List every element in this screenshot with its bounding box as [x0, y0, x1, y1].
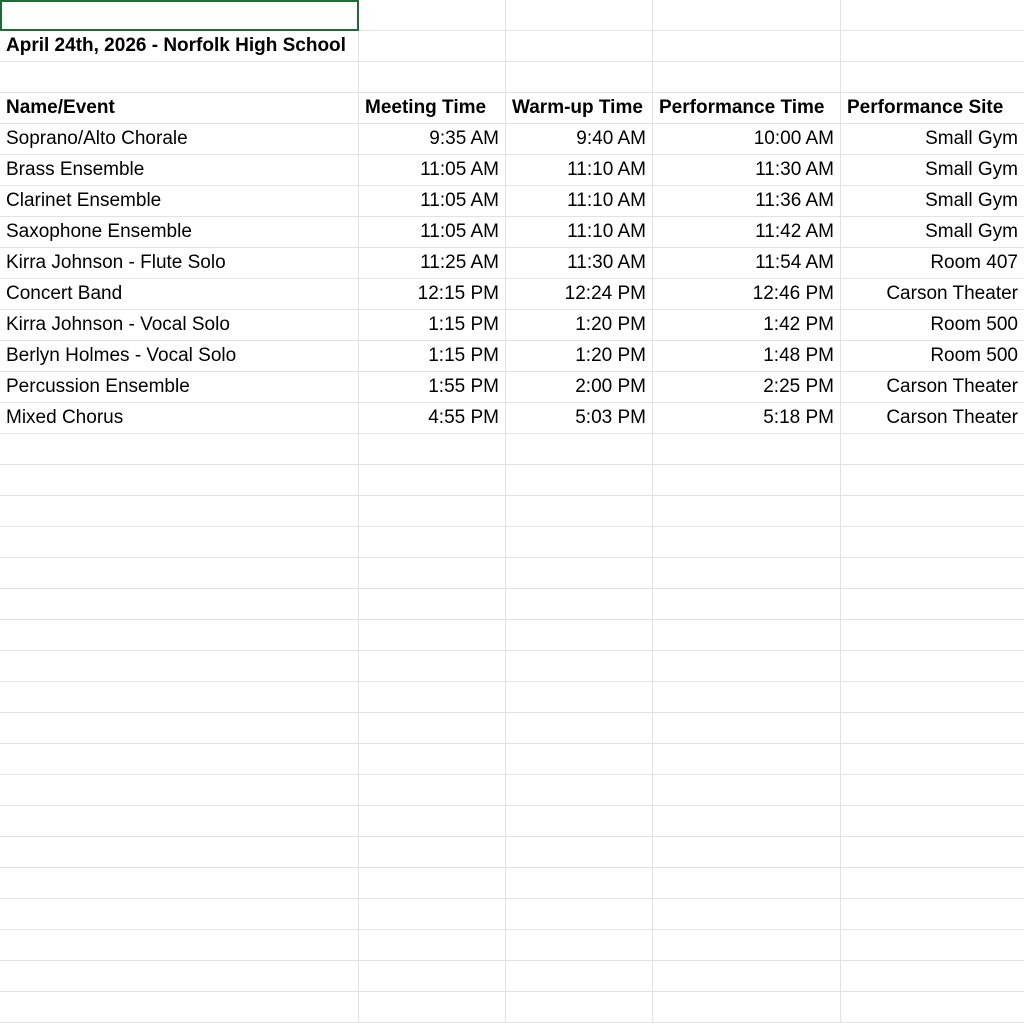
sheet-title-cell[interactable]: April 24th, 2026 - Norfolk High School: [0, 31, 359, 62]
empty-cell[interactable]: [653, 465, 841, 496]
time-cell[interactable]: 11:42 AM: [653, 217, 841, 248]
empty-cell[interactable]: [0, 527, 359, 558]
empty-row: [0, 713, 1024, 744]
empty-row: [0, 0, 1024, 31]
empty-cell[interactable]: [653, 992, 841, 1023]
empty-cell[interactable]: [841, 837, 1024, 868]
empty-row: [0, 837, 1024, 868]
time-cell[interactable]: 1:48 PM: [653, 341, 841, 372]
empty-cell[interactable]: [359, 434, 506, 465]
empty-cell[interactable]: [0, 899, 359, 930]
empty-row: [0, 651, 1024, 682]
empty-cell[interactable]: [506, 837, 653, 868]
event-name-cell[interactable]: Clarinet Ensemble: [0, 186, 359, 217]
empty-cell[interactable]: [506, 465, 653, 496]
empty-row: [0, 899, 1024, 930]
event-name-cell[interactable]: Brass Ensemble: [0, 155, 359, 186]
table-row: [0, 279, 1024, 310]
event-name-cell[interactable]: Concert Band: [0, 279, 359, 310]
empty-cell[interactable]: [0, 589, 359, 620]
empty-cell[interactable]: [506, 775, 653, 806]
event-name-cell[interactable]: Percussion Ensemble: [0, 372, 359, 403]
empty-cell[interactable]: [841, 868, 1024, 899]
empty-cell[interactable]: [841, 558, 1024, 589]
empty-cell[interactable]: [841, 930, 1024, 961]
empty-cell[interactable]: [841, 806, 1024, 837]
empty-cell[interactable]: [506, 899, 653, 930]
empty-cell[interactable]: [359, 868, 506, 899]
empty-cell[interactable]: [506, 589, 653, 620]
time-cell[interactable]: 11:05 AM: [359, 186, 506, 217]
time-cell[interactable]: 12:24 PM: [506, 279, 653, 310]
empty-cell[interactable]: [841, 775, 1024, 806]
empty-cell[interactable]: [0, 651, 359, 682]
empty-cell[interactable]: [653, 434, 841, 465]
table-row: [0, 217, 1024, 248]
column-header-cell[interactable]: Performance Time: [653, 93, 841, 124]
time-cell[interactable]: 1:15 PM: [359, 310, 506, 341]
selected-cell[interactable]: [0, 0, 359, 31]
empty-cell[interactable]: [506, 558, 653, 589]
empty-cell[interactable]: [506, 651, 653, 682]
empty-cell[interactable]: [506, 434, 653, 465]
event-name-cell[interactable]: Kirra Johnson - Flute Solo: [0, 248, 359, 279]
empty-cell[interactable]: [841, 744, 1024, 775]
time-cell[interactable]: 11:05 AM: [359, 217, 506, 248]
table-row: [0, 403, 1024, 434]
empty-cell[interactable]: [653, 961, 841, 992]
event-name-cell[interactable]: Soprano/Alto Chorale: [0, 124, 359, 155]
empty-cell[interactable]: [506, 744, 653, 775]
site-cell[interactable]: Carson Theater: [841, 403, 1024, 434]
time-cell[interactable]: 1:20 PM: [506, 341, 653, 372]
time-cell[interactable]: 4:55 PM: [359, 403, 506, 434]
empty-cell[interactable]: [841, 496, 1024, 527]
time-cell[interactable]: 11:10 AM: [506, 186, 653, 217]
time-cell[interactable]: 12:46 PM: [653, 279, 841, 310]
header-row: [0, 93, 1024, 124]
empty-cell[interactable]: [653, 713, 841, 744]
empty-cell[interactable]: [0, 868, 359, 899]
time-cell[interactable]: 2:00 PM: [506, 372, 653, 403]
empty-cell[interactable]: [506, 620, 653, 651]
empty-cell[interactable]: [0, 961, 359, 992]
empty-cell[interactable]: [359, 558, 506, 589]
site-cell[interactable]: Small Gym: [841, 155, 1024, 186]
empty-cell[interactable]: [653, 744, 841, 775]
time-cell[interactable]: 5:03 PM: [506, 403, 653, 434]
site-cell[interactable]: Room 500: [841, 310, 1024, 341]
empty-cell[interactable]: [653, 558, 841, 589]
time-cell[interactable]: 11:10 AM: [506, 155, 653, 186]
empty-cell[interactable]: [506, 527, 653, 558]
empty-row: [0, 434, 1024, 465]
site-cell[interactable]: Small Gym: [841, 186, 1024, 217]
empty-row: [0, 682, 1024, 713]
empty-cell[interactable]: [841, 62, 1024, 93]
empty-row: [0, 775, 1024, 806]
empty-cell[interactable]: [0, 558, 359, 589]
empty-cell[interactable]: [359, 682, 506, 713]
empty-cell[interactable]: [653, 589, 841, 620]
time-cell[interactable]: 11:54 AM: [653, 248, 841, 279]
empty-cell[interactable]: [653, 527, 841, 558]
empty-row: [0, 992, 1024, 1023]
empty-cell[interactable]: [653, 62, 841, 93]
time-cell[interactable]: 11:30 AM: [653, 155, 841, 186]
empty-cell[interactable]: [506, 868, 653, 899]
column-header-cell[interactable]: Warm-up Time: [506, 93, 653, 124]
empty-cell[interactable]: [653, 775, 841, 806]
event-name-cell[interactable]: Kirra Johnson - Vocal Solo: [0, 310, 359, 341]
time-cell[interactable]: 11:05 AM: [359, 155, 506, 186]
empty-cell[interactable]: [653, 806, 841, 837]
empty-row: [0, 868, 1024, 899]
time-cell[interactable]: 11:25 AM: [359, 248, 506, 279]
table-row: [0, 155, 1024, 186]
time-cell[interactable]: 10:00 AM: [653, 124, 841, 155]
empty-row: [0, 496, 1024, 527]
empty-cell[interactable]: [359, 496, 506, 527]
empty-cell[interactable]: [506, 496, 653, 527]
site-cell[interactable]: Small Gym: [841, 217, 1024, 248]
empty-cell[interactable]: [359, 713, 506, 744]
time-cell[interactable]: 11:10 AM: [506, 217, 653, 248]
empty-cell[interactable]: [359, 0, 506, 31]
empty-cell[interactable]: [653, 868, 841, 899]
column-header-cell[interactable]: Name/Event: [0, 93, 359, 124]
empty-cell[interactable]: [841, 899, 1024, 930]
time-cell[interactable]: 9:40 AM: [506, 124, 653, 155]
time-cell[interactable]: 12:15 PM: [359, 279, 506, 310]
time-cell[interactable]: 11:30 AM: [506, 248, 653, 279]
empty-cell[interactable]: [653, 620, 841, 651]
empty-cell[interactable]: [0, 744, 359, 775]
empty-cell[interactable]: [653, 682, 841, 713]
empty-cell[interactable]: [359, 620, 506, 651]
time-cell[interactable]: 1:55 PM: [359, 372, 506, 403]
empty-cell[interactable]: [506, 713, 653, 744]
empty-row: [0, 465, 1024, 496]
empty-cell[interactable]: [359, 806, 506, 837]
empty-cell[interactable]: [841, 31, 1024, 62]
time-cell[interactable]: 1:42 PM: [653, 310, 841, 341]
empty-cell[interactable]: [506, 62, 653, 93]
empty-row: [0, 558, 1024, 589]
empty-cell[interactable]: [0, 465, 359, 496]
empty-cell[interactable]: [359, 930, 506, 961]
empty-cell[interactable]: [359, 961, 506, 992]
empty-cell[interactable]: [841, 434, 1024, 465]
empty-cell[interactable]: [359, 837, 506, 868]
empty-cell[interactable]: [653, 837, 841, 868]
empty-cell[interactable]: [506, 961, 653, 992]
empty-cell[interactable]: [0, 682, 359, 713]
empty-cell[interactable]: [506, 992, 653, 1023]
empty-row: [0, 527, 1024, 558]
empty-cell[interactable]: [506, 31, 653, 62]
empty-row: [0, 930, 1024, 961]
empty-cell[interactable]: [0, 434, 359, 465]
column-header-cell[interactable]: Performance Site: [841, 93, 1024, 124]
site-cell[interactable]: Room 500: [841, 341, 1024, 372]
event-name-cell[interactable]: Mixed Chorus: [0, 403, 359, 434]
empty-cell[interactable]: [841, 682, 1024, 713]
empty-cell[interactable]: [0, 713, 359, 744]
empty-cell[interactable]: [506, 0, 653, 31]
empty-row: [0, 589, 1024, 620]
empty-cell[interactable]: [0, 496, 359, 527]
empty-cell[interactable]: [841, 992, 1024, 1023]
empty-cell[interactable]: [359, 899, 506, 930]
empty-cell[interactable]: [359, 992, 506, 1023]
empty-cell[interactable]: [359, 31, 506, 62]
empty-cell[interactable]: [841, 0, 1024, 31]
empty-cell[interactable]: [506, 806, 653, 837]
time-cell[interactable]: 9:35 AM: [359, 124, 506, 155]
empty-cell[interactable]: [359, 527, 506, 558]
empty-cell[interactable]: [653, 899, 841, 930]
time-cell[interactable]: 5:18 PM: [653, 403, 841, 434]
empty-row: [0, 620, 1024, 651]
site-cell[interactable]: Carson Theater: [841, 279, 1024, 310]
empty-cell[interactable]: [841, 713, 1024, 744]
empty-cell[interactable]: [359, 62, 506, 93]
empty-cell[interactable]: [653, 496, 841, 527]
empty-cell[interactable]: [359, 465, 506, 496]
empty-row: [0, 806, 1024, 837]
empty-cell[interactable]: [0, 992, 359, 1023]
time-cell[interactable]: 1:15 PM: [359, 341, 506, 372]
empty-cell[interactable]: [506, 930, 653, 961]
empty-cell[interactable]: [841, 589, 1024, 620]
table-row: [0, 186, 1024, 217]
table-row: [0, 124, 1024, 155]
empty-cell[interactable]: [0, 806, 359, 837]
empty-cell[interactable]: [653, 651, 841, 682]
empty-row: [0, 744, 1024, 775]
empty-cell[interactable]: [0, 930, 359, 961]
time-cell[interactable]: 2:25 PM: [653, 372, 841, 403]
table-row: [0, 310, 1024, 341]
empty-cell[interactable]: [506, 682, 653, 713]
empty-cell[interactable]: [653, 31, 841, 62]
empty-cell[interactable]: [359, 775, 506, 806]
event-name-cell[interactable]: Berlyn Holmes - Vocal Solo: [0, 341, 359, 372]
time-cell[interactable]: 11:36 AM: [653, 186, 841, 217]
empty-cell[interactable]: [0, 620, 359, 651]
empty-cell[interactable]: [841, 961, 1024, 992]
table-row: [0, 372, 1024, 403]
event-name-cell[interactable]: Saxophone Ensemble: [0, 217, 359, 248]
table-row: [0, 248, 1024, 279]
empty-cell[interactable]: [841, 620, 1024, 651]
time-cell[interactable]: 1:20 PM: [506, 310, 653, 341]
empty-row: [0, 961, 1024, 992]
site-cell[interactable]: Small Gym: [841, 124, 1024, 155]
column-header-cell[interactable]: Meeting Time: [359, 93, 506, 124]
empty-cell[interactable]: [653, 930, 841, 961]
empty-row: [0, 62, 1024, 93]
empty-cell[interactable]: [841, 651, 1024, 682]
table-row: [0, 341, 1024, 372]
title-row: [0, 31, 1024, 62]
empty-cell[interactable]: [359, 744, 506, 775]
site-cell[interactable]: Room 407: [841, 248, 1024, 279]
empty-cell[interactable]: [0, 775, 359, 806]
empty-cell[interactable]: [0, 62, 359, 93]
empty-cell[interactable]: [359, 589, 506, 620]
empty-cell[interactable]: [841, 465, 1024, 496]
site-cell[interactable]: Carson Theater: [841, 372, 1024, 403]
empty-cell[interactable]: [359, 651, 506, 682]
empty-cell[interactable]: [841, 527, 1024, 558]
empty-cell[interactable]: [0, 837, 359, 868]
empty-cell[interactable]: [653, 0, 841, 31]
